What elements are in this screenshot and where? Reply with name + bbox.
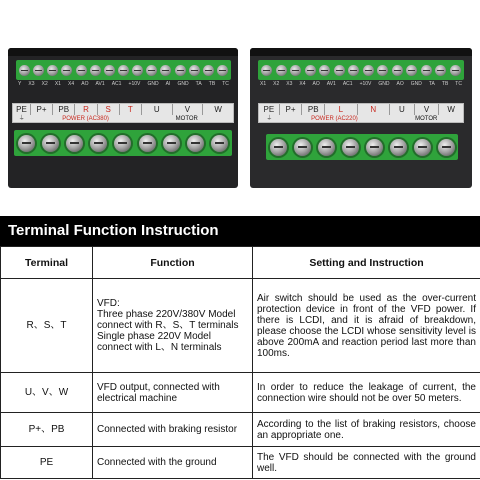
- terminal-label: GND: [410, 81, 422, 87]
- plate-motor-label: MOTOR: [415, 116, 438, 122]
- terminal-cell: PE: [1, 447, 93, 479]
- plate-label-r: R: [75, 104, 97, 115]
- screw-icon: [217, 65, 228, 76]
- screw-icon: [139, 135, 156, 152]
- screw-icon: [42, 135, 59, 152]
- screw-icon: [270, 139, 287, 156]
- function-line: Connected with braking resistor: [97, 424, 238, 435]
- setting-cell: In order to reduce the leakage of current, the connection wire should not be over 50 meters.: [253, 373, 480, 413]
- control-terminal-labels: [260, 81, 462, 87]
- function-line: Single phase 220V Model connect with L、N terminals: [97, 331, 222, 353]
- table-row: [1, 447, 480, 479]
- terminal-label: AV1: [95, 81, 105, 87]
- table-title: Terminal Function Instruction: [0, 216, 480, 246]
- control-terminal-strip: [258, 60, 464, 80]
- function-line: VFD output, connected with electrical machine: [97, 381, 220, 404]
- screw-icon: [342, 139, 359, 156]
- table-header-row: [1, 247, 480, 279]
- power-terminal-plate: [258, 103, 464, 123]
- screw-icon: [187, 135, 204, 152]
- screw-icon: [319, 65, 330, 76]
- vfd-single-phase: [250, 48, 472, 188]
- screw-icon: [392, 65, 403, 76]
- plate-label-v: V: [173, 104, 204, 115]
- header-setting: Setting and Instruction: [253, 247, 480, 279]
- plate-power-label: POWER (AC220): [311, 116, 358, 122]
- terminal-label: AO: [396, 81, 404, 87]
- terminal-label: X4: [299, 81, 306, 87]
- terminal-label: AO: [312, 81, 320, 87]
- screw-icon: [90, 65, 101, 76]
- terminal-label: X2: [41, 81, 48, 87]
- terminal-label: X2: [273, 81, 280, 87]
- terminal-label: TB: [441, 81, 449, 87]
- screw-icon: [276, 65, 287, 76]
- vfd-top-edge: [250, 48, 472, 56]
- terminal-label: AV1: [326, 81, 336, 87]
- terminal-label: +10V: [128, 81, 141, 87]
- terminal-label: TB: [208, 81, 216, 87]
- terminal-cell: U、V、W: [1, 373, 93, 413]
- screw-icon: [348, 65, 359, 76]
- plate-label-u: U: [390, 104, 415, 115]
- terminal-label: AC1: [342, 81, 353, 87]
- terminal-label: GND: [378, 81, 390, 87]
- header-terminal: Terminal: [1, 247, 93, 279]
- plate-label-p-plus: P+: [280, 104, 303, 115]
- ground-icon: ⏚: [266, 116, 273, 122]
- screw-icon: [334, 65, 345, 76]
- screw-icon: [414, 139, 431, 156]
- terminal-label: AO: [81, 81, 89, 87]
- screw-icon: [435, 65, 446, 76]
- plate-label-pe: PE: [259, 104, 280, 115]
- setting-cell: Air switch should be used as the over-current protection device in front of the VFD power. If there is LCDI, and it is afraid of breakdown, please choose the LCDI whose sensitivity level is above 200mA and reaction period last more than 100ms.: [253, 279, 480, 373]
- setting-cell: According to the list of braking resistors, choose an appropriate one.: [253, 413, 480, 447]
- table-row: [1, 413, 480, 447]
- plate-label-pe: PE: [13, 104, 31, 115]
- screw-icon: [189, 65, 200, 76]
- setting-cell: The VFD should be connected with the ground well.: [253, 447, 480, 479]
- plate-label-s: S: [98, 104, 120, 115]
- power-terminal-block: [14, 130, 232, 156]
- screw-icon: [66, 135, 83, 152]
- screw-icon: [132, 65, 143, 76]
- function-cell: [93, 373, 253, 413]
- screw-icon: [146, 65, 157, 76]
- header-function: Function: [93, 247, 253, 279]
- terminal-label: TC: [455, 81, 462, 87]
- screw-icon: [175, 65, 186, 76]
- ground-icon: ⏚: [18, 116, 25, 122]
- screw-icon: [114, 135, 131, 152]
- power-terminal-plate: [12, 103, 234, 123]
- plate-label-v: V: [415, 104, 440, 115]
- plate-label-w: W: [214, 105, 222, 114]
- screw-icon: [290, 65, 301, 76]
- screw-icon: [90, 135, 107, 152]
- terminal-label: TA: [195, 81, 202, 87]
- screw-icon: [363, 65, 374, 76]
- plate-label-l: L: [325, 104, 358, 115]
- screw-icon: [104, 65, 115, 76]
- table-row: [1, 373, 480, 413]
- terminal-cell: R、S、T: [1, 279, 93, 373]
- control-terminal-strip: [16, 60, 231, 80]
- screw-icon: [294, 139, 311, 156]
- plate-label-w: W: [447, 105, 455, 114]
- plate-label-t: T: [120, 104, 142, 115]
- vfd-top-edge: [8, 48, 238, 56]
- screw-icon: [377, 65, 388, 76]
- terminal-label: TA: [428, 81, 435, 87]
- control-terminal-labels: [18, 81, 229, 87]
- function-cell: [93, 279, 253, 373]
- table-row: [1, 279, 480, 373]
- terminal-label: AC1: [111, 81, 122, 87]
- screw-icon: [19, 65, 30, 76]
- plate-label-u: U: [142, 104, 173, 115]
- vfd-terminal-photo: [0, 0, 480, 205]
- screw-icon: [450, 65, 461, 76]
- plate-label-pb: PB: [302, 104, 325, 115]
- screw-icon: [318, 139, 335, 156]
- power-terminal-block: [266, 134, 458, 160]
- plate-label-n: N: [358, 104, 391, 115]
- screw-icon: [61, 65, 72, 76]
- screw-icon: [305, 65, 316, 76]
- screw-icon: [18, 135, 35, 152]
- screw-icon: [261, 65, 272, 76]
- terminal-label: GND: [177, 81, 189, 87]
- screw-icon: [390, 139, 407, 156]
- terminal-label: X3: [28, 81, 35, 87]
- screw-icon: [438, 139, 455, 156]
- terminal-function-section: [0, 216, 480, 480]
- function-line: VFD:: [97, 298, 120, 309]
- plate-label-p-plus: P+: [31, 104, 53, 115]
- function-cell: [93, 447, 253, 479]
- plate-power-label: POWER (AC380): [62, 116, 109, 122]
- terminal-label: X4: [68, 81, 75, 87]
- terminal-label: +10V: [359, 81, 372, 87]
- plate-label-pb: PB: [53, 104, 75, 115]
- terminal-label: Y: [18, 81, 22, 87]
- screw-icon: [203, 65, 214, 76]
- screw-icon: [421, 65, 432, 76]
- screw-icon: [33, 65, 44, 76]
- screw-icon: [118, 65, 129, 76]
- terminal-label: AI: [165, 81, 171, 87]
- terminal-cell: P+、PB: [1, 413, 93, 447]
- terminal-label: X1: [54, 81, 61, 87]
- terminal-label: X1: [260, 81, 267, 87]
- function-cell: [93, 413, 253, 447]
- function-line: Connected with the ground: [97, 457, 217, 468]
- screw-icon: [406, 65, 417, 76]
- terminal-label: X3: [286, 81, 293, 87]
- vfd-three-phase: [8, 48, 238, 188]
- terminal-label: TC: [222, 81, 229, 87]
- terminal-label: GND: [147, 81, 159, 87]
- screw-icon: [76, 65, 87, 76]
- terminal-function-table: [0, 246, 480, 479]
- screw-icon: [163, 135, 180, 152]
- screw-icon: [366, 139, 383, 156]
- screw-icon: [160, 65, 171, 76]
- screw-icon: [47, 65, 58, 76]
- screw-icon: [211, 135, 228, 152]
- function-line: Three phase 220V/380V Model connect with R、S、T terminals: [97, 309, 239, 331]
- plate-motor-label: MOTOR: [175, 116, 198, 122]
